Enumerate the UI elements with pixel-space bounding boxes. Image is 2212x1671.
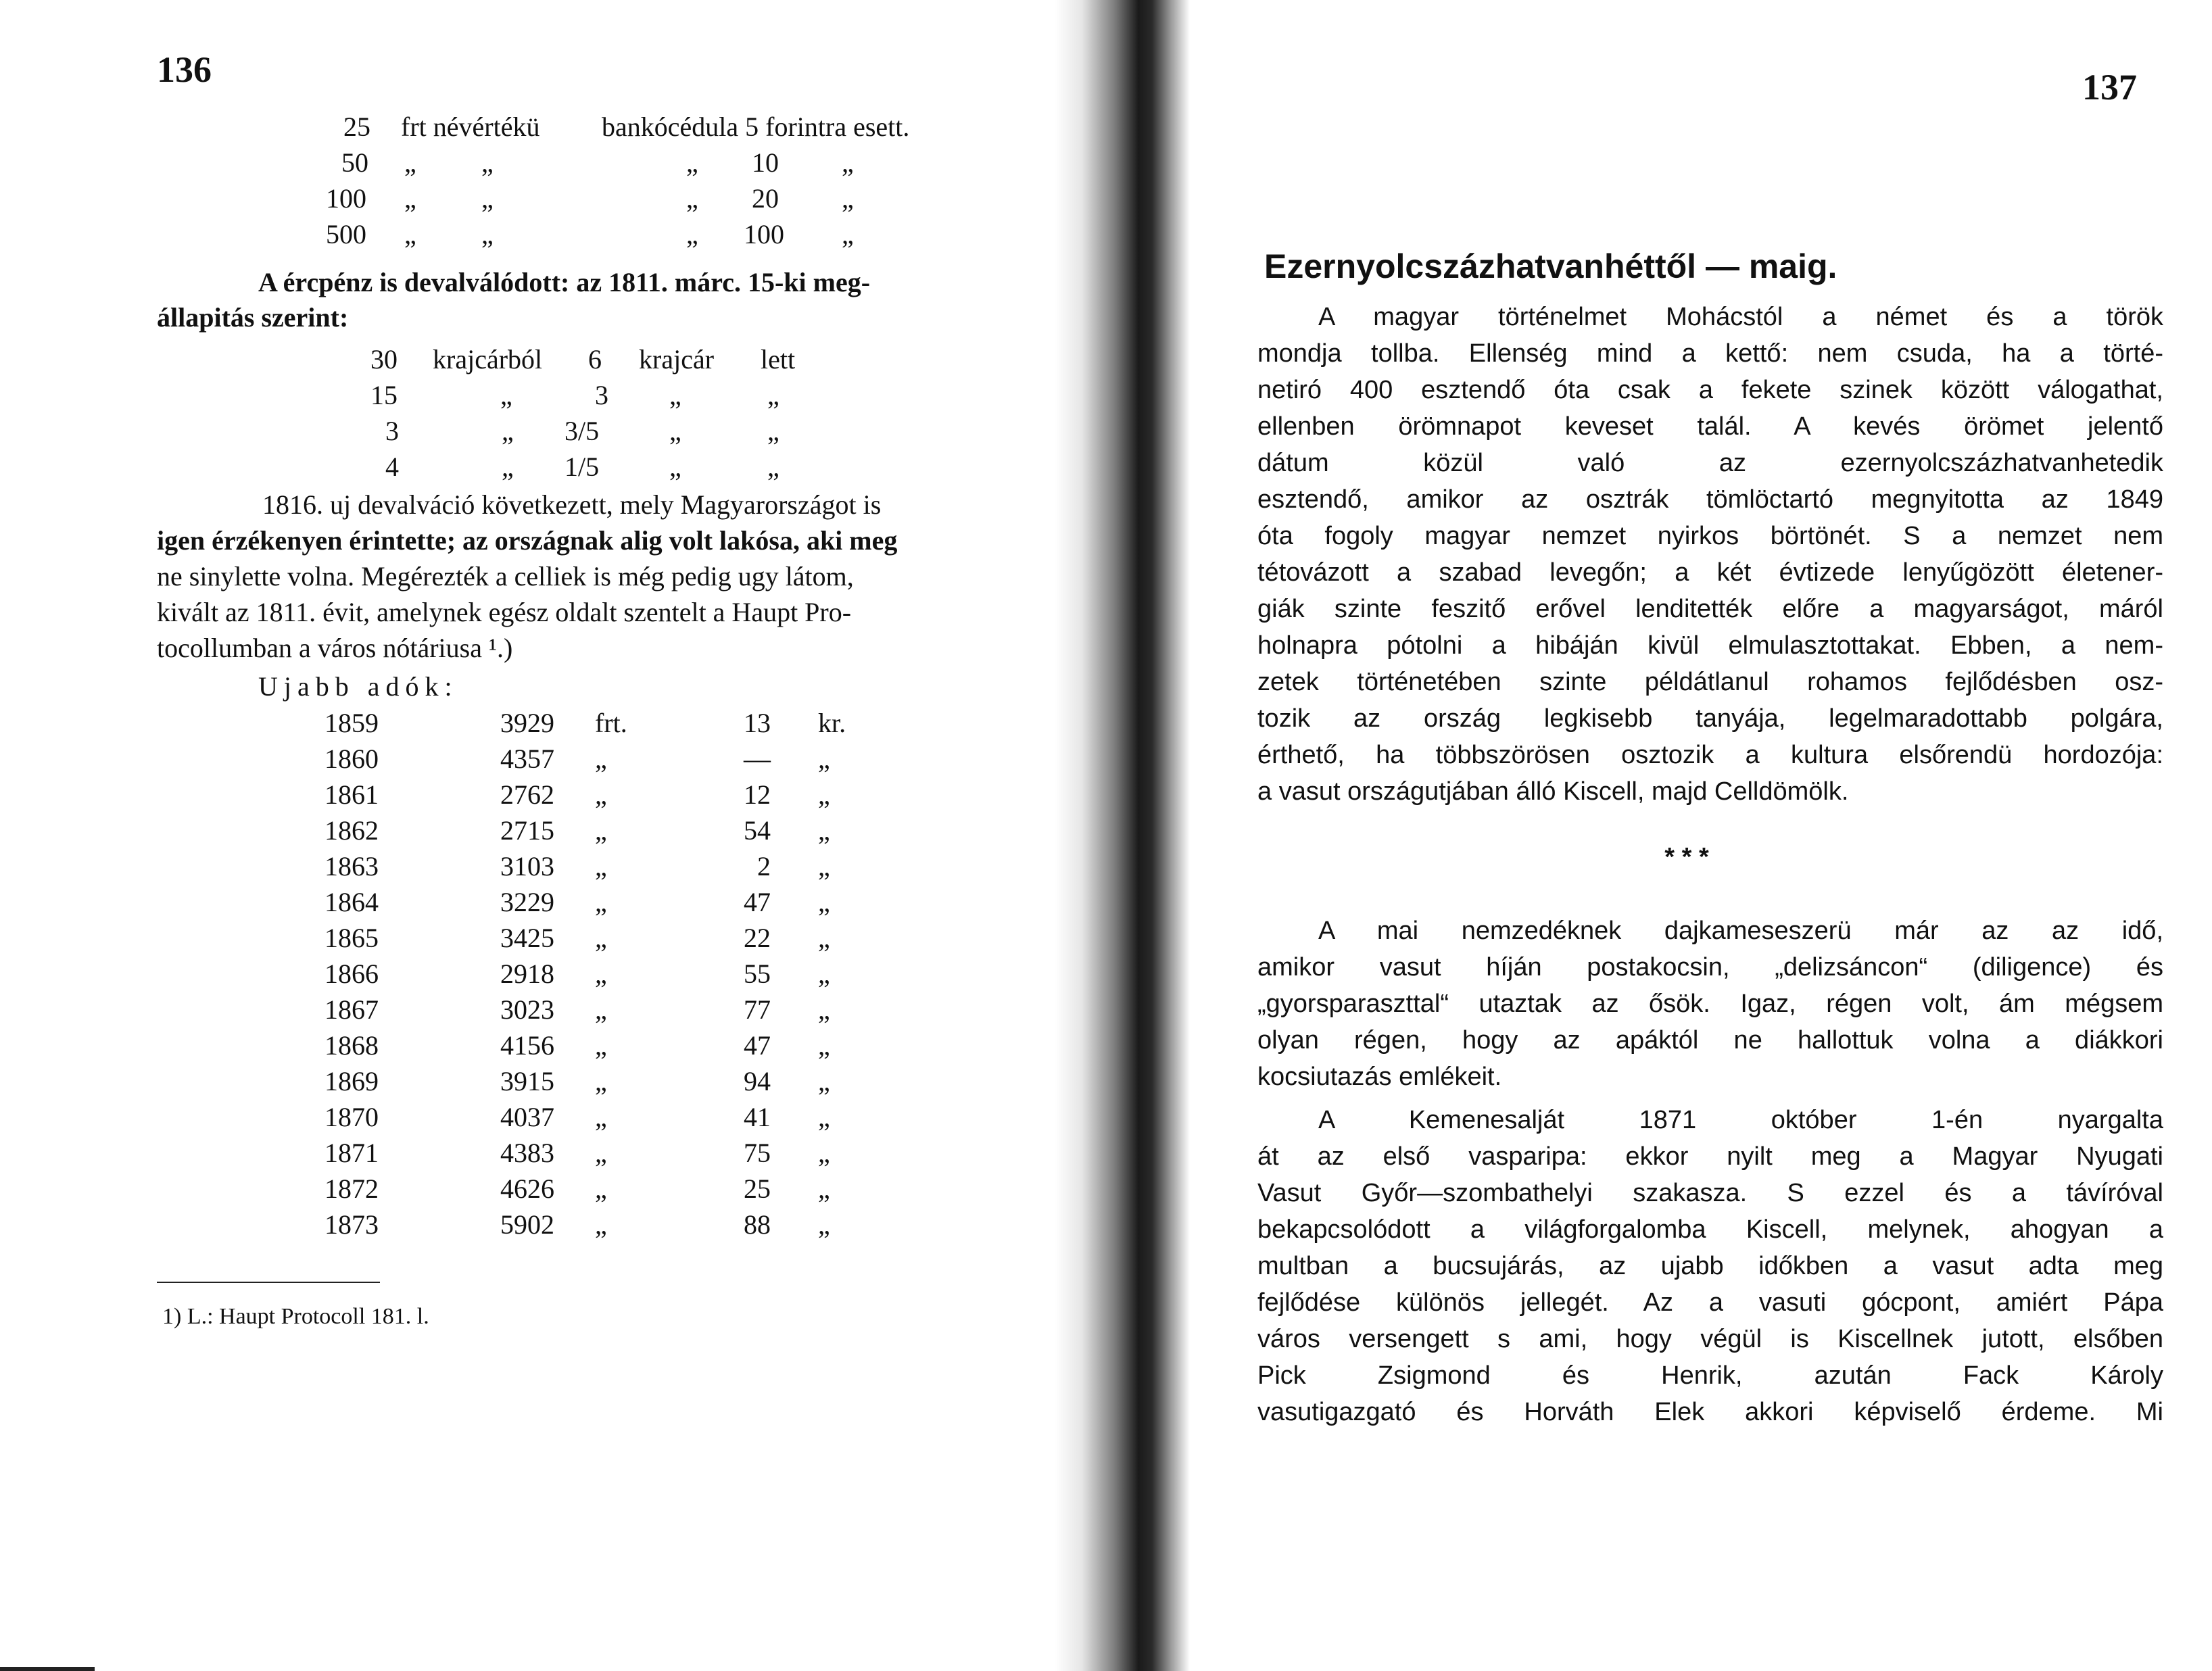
tax-year: 1860 xyxy=(324,744,379,774)
tax-unit-krajcar: „ xyxy=(818,994,830,1025)
banknote-ditto: „ xyxy=(842,183,854,214)
banknote-ditto: „ xyxy=(404,183,416,214)
tax-unit-krajcar: „ xyxy=(818,959,830,989)
banknote-amount: 50 xyxy=(341,147,368,178)
coin-paragraph-line: állapitás szerint: xyxy=(157,302,349,333)
tax-krajcar: 25 xyxy=(744,1173,771,1204)
tax-unit-krajcar: „ xyxy=(818,1102,830,1132)
coin-cell: lett xyxy=(761,344,796,374)
tax-unit-forint: „ xyxy=(595,1138,607,1168)
tax-unit-forint: „ xyxy=(595,887,607,917)
tax-krajcar: 77 xyxy=(744,994,771,1025)
paragraph-line: fejlődése különös jellegét. Az a vasuti gócpont, amiért Pápa xyxy=(1257,1288,2163,1317)
tax-unit-krajcar: „ xyxy=(818,1173,830,1204)
section-heading: Ezernyolcszázhatvanhéttől — maig. xyxy=(1264,247,1837,285)
coin-cell: „ xyxy=(669,416,681,446)
tax-forint: 2715 xyxy=(500,815,554,846)
tax-forint: 3915 xyxy=(500,1066,554,1096)
tax-year: 1869 xyxy=(324,1066,379,1096)
tax-forint: 4626 xyxy=(500,1173,554,1204)
tax-unit-forint: „ xyxy=(595,994,607,1025)
coin-cell: „ xyxy=(500,380,512,410)
paragraph-line: város versengett s ami, hogy végül is Kiscellnek jutott, elsőben xyxy=(1257,1325,2163,1353)
coin-cell: „ xyxy=(502,416,514,446)
tax-unit-krajcar: „ xyxy=(818,1066,830,1096)
banknote-amount: 500 xyxy=(326,219,366,249)
paragraph-2 xyxy=(1257,913,2163,1095)
tax-unit-forint: „ xyxy=(595,851,607,881)
paragraph-line: Pick Zsigmond és Henrik, azután Fack Károly xyxy=(1257,1361,2163,1390)
paragraph-line: vasutigazgató és Horváth Elek akkori képviselő érdeme. Mi xyxy=(1257,1398,2163,1426)
tax-forint: 2918 xyxy=(500,959,554,989)
paragraph-line: ne sinylette volna. Megérezték a celliek is még pedig ugy látom, xyxy=(157,561,854,591)
paragraph-line: a vasut országutjában álló Kiscell, majd Celldömölk. xyxy=(1257,777,1849,806)
tax-unit-forint: „ xyxy=(595,1209,607,1240)
tax-forint: 3929 xyxy=(500,708,554,738)
tax-forint: 3023 xyxy=(500,994,554,1025)
coin-cell: „ xyxy=(767,380,779,410)
tax-unit-forint: frt. xyxy=(595,708,627,738)
coin-cell: krajcárból xyxy=(433,344,543,374)
banknote-ditto: „ xyxy=(404,147,416,178)
tax-year: 1867 xyxy=(324,994,379,1025)
coin-cell: „ xyxy=(669,452,681,482)
tax-year: 1871 xyxy=(324,1138,379,1168)
coin-cell: 3/5 xyxy=(564,416,600,446)
section-separator: * * * xyxy=(1664,843,1709,871)
tax-unit-krajcar: „ xyxy=(818,887,830,917)
footnote: 1) L.: Haupt Protocoll 181. l. xyxy=(162,1304,429,1329)
tax-unit-krajcar: „ xyxy=(818,1209,830,1240)
tax-year: 1864 xyxy=(324,887,379,917)
paragraph-line: esztendő, amikor az osztrák tömlöctartó megnyitotta az 1849 xyxy=(1257,485,2163,514)
tax-krajcar: — xyxy=(744,744,771,774)
banknote-ditto: „ xyxy=(404,219,416,249)
tax-unit-krajcar: „ xyxy=(818,923,830,953)
paragraph-line: giák szinte feszitő erővel lenditették előre a magyarságot, máról xyxy=(1257,595,2163,623)
paragraph-line: 1816. uj devalváció következett, mely Magyarországot is xyxy=(262,489,882,520)
tax-forint: 5902 xyxy=(500,1209,554,1240)
paragraph-line: kocsiutazás emlékeit. xyxy=(1257,1063,1502,1091)
banknote-ditto: „ xyxy=(686,219,698,249)
tax-forint: 2762 xyxy=(500,779,554,810)
tax-krajcar: 12 xyxy=(744,779,771,810)
tax-year: 1868 xyxy=(324,1030,379,1061)
left-page xyxy=(0,0,1088,1671)
coin-cell: „ xyxy=(767,452,779,482)
paragraph-line: át az első vasparipa: ekkor nyilt meg a Magyar Nyugati xyxy=(1257,1142,2163,1171)
tax-unit-krajcar: „ xyxy=(818,744,830,774)
paragraph-line: dátum közül való az ezernyolcszázhatvanhetedik xyxy=(1257,449,2163,477)
tax-unit-krajcar: kr. xyxy=(818,708,846,738)
paragraph-line: kivált az 1811. évit, amelynek egész oldalt szentelt a Haupt Pro- xyxy=(157,597,852,627)
paragraph-line: ellenben örömnapot keveset talál. A kevés örömet jelentő xyxy=(1257,412,2163,441)
coin-cell: 1/5 xyxy=(564,452,600,482)
coin-cell: „ xyxy=(669,380,681,410)
footnote-rule xyxy=(157,1282,380,1283)
tax-unit-krajcar: „ xyxy=(818,851,830,881)
paragraph-line: olyan régen, hogy az apáktól ne hallottuk volna a diákkori xyxy=(1257,1026,2163,1055)
tax-year: 1861 xyxy=(324,779,379,810)
paragraph-line: Vasut Győr—szombathelyi szakasza. S ezzel és a távíróval xyxy=(1257,1179,2163,1207)
tax-krajcar: 47 xyxy=(744,1030,771,1061)
paragraph-line: A Kemenesalját 1871 október 1-én nyargalta xyxy=(1318,1106,2163,1134)
paragraph-line: holnapra pótolni a hibáján kivül elmulasztottakat. Ebben, a nem- xyxy=(1257,631,2163,660)
banknote-amount: 25 xyxy=(343,112,370,142)
banknote-forint: 10 xyxy=(752,147,779,178)
tax-unit-krajcar: „ xyxy=(818,815,830,846)
paragraph-line: mondja tollba. Ellenség mind a kettő: nem csuda, ha a törté- xyxy=(1257,339,2163,368)
paragraph-line: tétovázott a szabad levegőn; a két évtizede lenyűgözött életener- xyxy=(1257,558,2163,587)
tax-unit-forint: „ xyxy=(595,1102,607,1132)
tax-unit-forint: „ xyxy=(595,923,607,953)
banknote-ditto: „ xyxy=(481,183,494,214)
tax-forint: 3103 xyxy=(500,851,554,881)
tax-unit-forint: „ xyxy=(595,959,607,989)
paragraph-line: érthető, ha többszörösen osztozik a kultura elsőrendü hordozója: xyxy=(1257,741,2163,769)
banknote-result: bankócédula 5 forintra esett. xyxy=(602,112,910,142)
coin-cell: 30 xyxy=(370,344,398,374)
tax-krajcar: 41 xyxy=(744,1102,771,1132)
tax-year: 1870 xyxy=(324,1102,379,1132)
coin-cell: 3 xyxy=(595,380,608,410)
tax-unit-forint: „ xyxy=(595,1173,607,1204)
tax-year: 1872 xyxy=(324,1173,379,1204)
tax-forint: 4383 xyxy=(500,1138,554,1168)
banknote-ditto: „ xyxy=(842,219,854,249)
paragraph-line: netiró 400 esztendő óta csak a fekete szinek között válogathat, xyxy=(1257,376,2163,404)
banknote-ditto: „ xyxy=(481,219,494,249)
tax-unit-forint: „ xyxy=(595,1066,607,1096)
tax-unit-krajcar: „ xyxy=(818,1138,830,1168)
tax-year: 1873 xyxy=(324,1209,379,1240)
coin-cell: krajcár xyxy=(639,344,715,374)
tax-year: 1865 xyxy=(324,923,379,953)
tax-forint: 3425 xyxy=(500,923,554,953)
tax-krajcar: 47 xyxy=(744,887,771,917)
tax-year: 1862 xyxy=(324,815,379,846)
paragraph-line: óta fogoly magyar nemzet nyirkos börtönét. S a nemzet nem xyxy=(1257,522,2163,550)
paragraph-line: A magyar történelmet Mohácstól a német és a török xyxy=(1318,303,2163,331)
tax-forint: 4156 xyxy=(500,1030,554,1061)
tax-unit-krajcar: „ xyxy=(818,779,830,810)
banknote-label: frt névértékü xyxy=(401,112,540,142)
paragraph-line: „gyorsparaszttal“ utaztak az ősök. Igaz, régen volt, ám mégsem xyxy=(1257,990,2163,1018)
coin-cell: 4 xyxy=(385,452,399,482)
tax-krajcar: 88 xyxy=(744,1209,771,1240)
banknote-forint: 20 xyxy=(752,183,779,214)
banknote-forint: 100 xyxy=(744,219,784,249)
page-number-right: 137 xyxy=(2082,67,2137,107)
paragraph-line: amikor vasut híján postakocsin, „delizsáncon“ (diligence) és xyxy=(1257,953,2163,982)
tax-forint: 3229 xyxy=(500,887,554,917)
banknote-amount: 100 xyxy=(326,183,366,214)
tax-krajcar: 55 xyxy=(744,959,771,989)
banknote-ditto: „ xyxy=(842,147,854,178)
banknote-ditto: „ xyxy=(481,147,494,178)
paragraph-line: tocollumban a város nótáriusa ¹.) xyxy=(157,633,513,663)
paragraph-line: bekapcsolódott a világforgalomba Kiscell, melynek, ahogyan a xyxy=(1257,1215,2163,1244)
taxes-heading: Ujabb adók: xyxy=(258,671,458,702)
paragraph-1 xyxy=(1257,299,2163,810)
paragraph-3 xyxy=(1257,1102,2163,1430)
banknote-ditto: „ xyxy=(686,147,698,178)
tax-krajcar: 54 xyxy=(744,815,771,846)
paragraph-line: A mai nemzedéknek dajkameseszerü már az az idő, xyxy=(1318,917,2163,945)
coin-paragraph-line: A ércpénz is devalválódott: az 1811. márc. 15-ki meg- xyxy=(258,267,871,297)
tax-unit-krajcar: „ xyxy=(818,1030,830,1061)
coin-cell: 15 xyxy=(370,380,398,410)
tax-forint: 4037 xyxy=(500,1102,554,1132)
coin-cell: „ xyxy=(767,416,779,446)
right-page xyxy=(1170,0,2212,1671)
tax-year: 1866 xyxy=(324,959,379,989)
paragraph-line: zetek történetében szinte példátlanul rohamos fejlődésben osz- xyxy=(1257,668,2163,696)
banknote-ditto: „ xyxy=(686,183,698,214)
paragraph-line: tozik az ország legkisebb tanyája, legelmaradottabb polgára, xyxy=(1257,704,2163,733)
tax-forint: 4357 xyxy=(500,744,554,774)
tax-unit-forint: „ xyxy=(595,744,607,774)
coin-cell: 3 xyxy=(385,416,399,446)
tax-krajcar: 94 xyxy=(744,1066,771,1096)
tax-unit-forint: „ xyxy=(595,779,607,810)
tax-year: 1863 xyxy=(324,851,379,881)
paragraph-line: multban a bucsujárás, az ujabb időkben a vasut adta meg xyxy=(1257,1252,2163,1280)
page-number-left: 136 xyxy=(157,49,212,90)
paragraph-line: igen érzékenyen érintette; az országnak alig volt lakósa, aki meg xyxy=(157,525,898,556)
coin-cell: „ xyxy=(502,452,514,482)
tax-krajcar: 2 xyxy=(757,851,771,881)
tax-unit-forint: „ xyxy=(595,1030,607,1061)
tax-year: 1859 xyxy=(324,708,379,738)
tax-krajcar: 22 xyxy=(744,923,771,953)
coin-cell: 6 xyxy=(588,344,602,374)
tax-krajcar: 13 xyxy=(744,708,771,738)
tax-krajcar: 75 xyxy=(744,1138,771,1168)
tax-unit-forint: „ xyxy=(595,815,607,846)
